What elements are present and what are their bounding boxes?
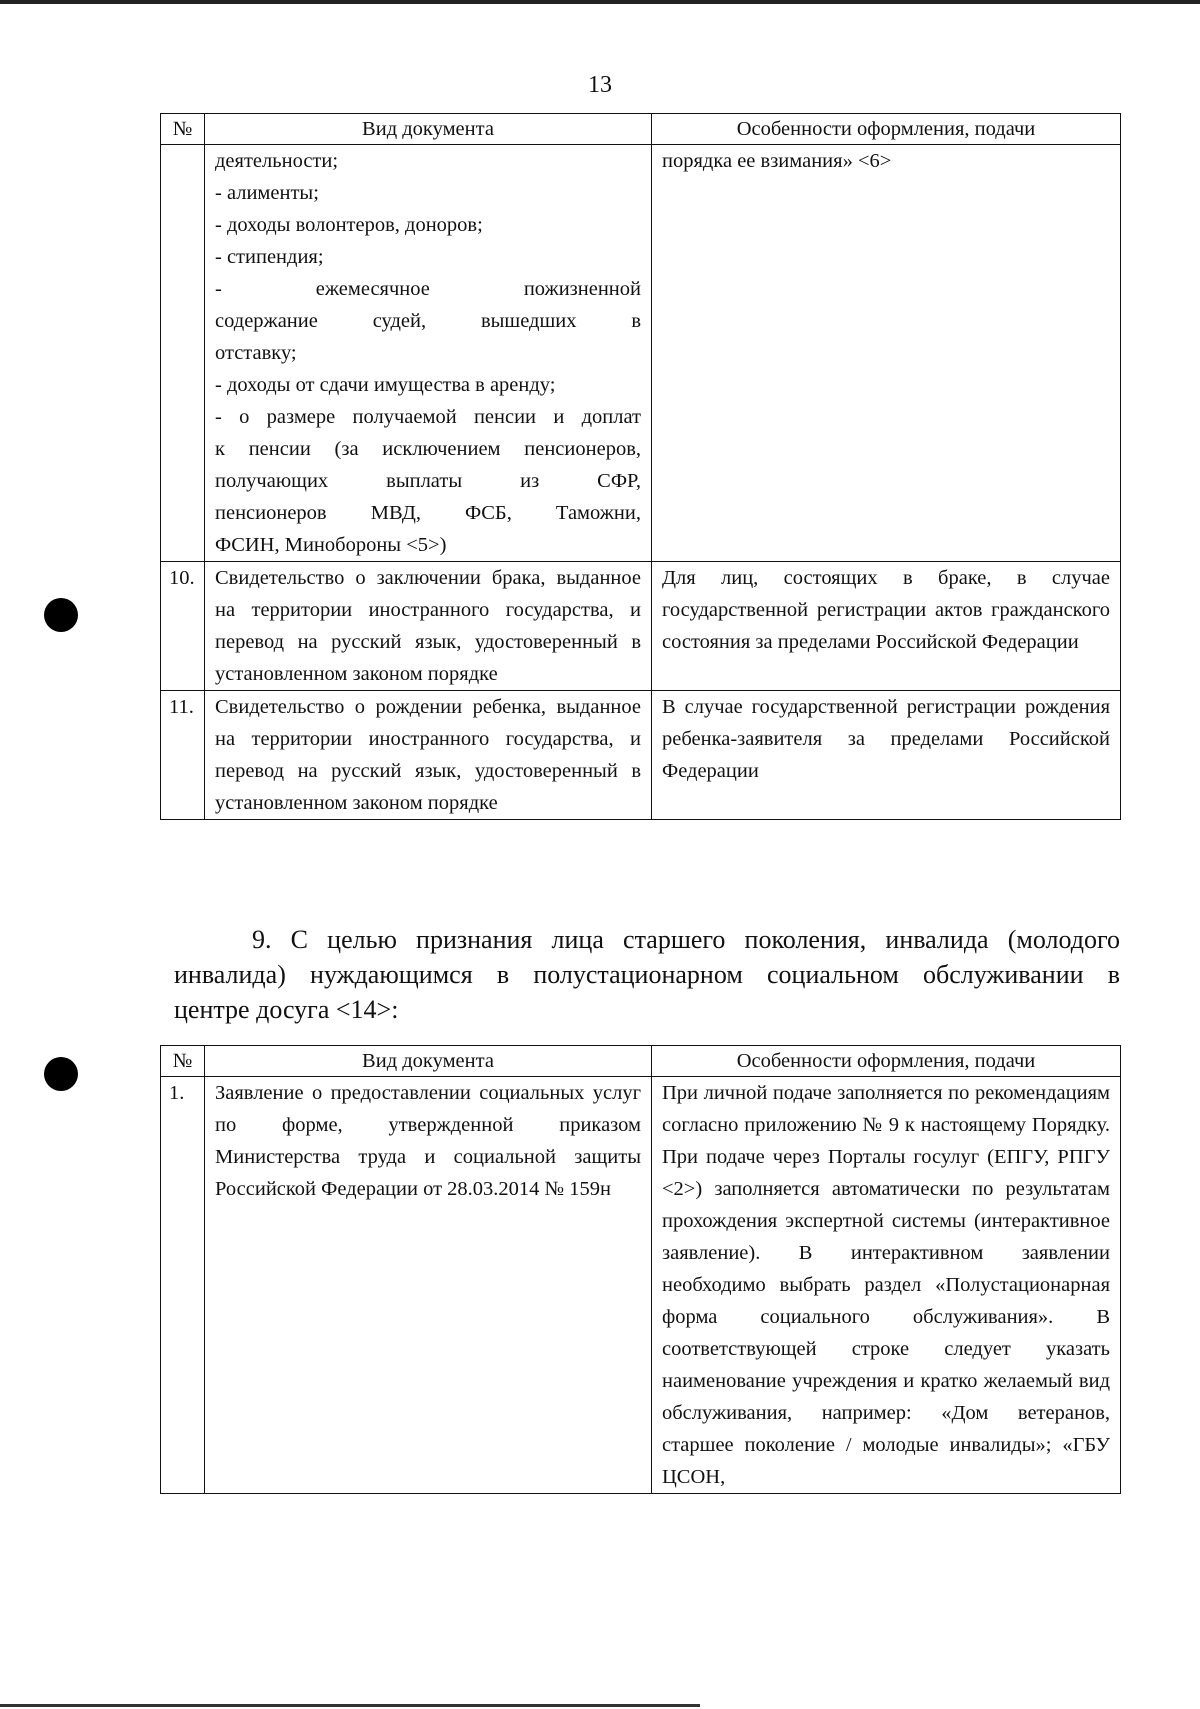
row-number: 1. [161, 1077, 205, 1494]
row-number: 11. [161, 691, 205, 820]
document-line: пенсионеров МВД, ФСБ, Таможни, [215, 502, 641, 524]
paragraph-line: центре досуга <14>: [174, 995, 399, 1024]
paragraph-line: инвалида) нуждающимся в полустационарном социальном обслуживании в [174, 960, 1120, 989]
row-notes: порядка ее взимания» <6> [652, 145, 1121, 562]
documents-table-2 [160, 1045, 1121, 1494]
table-row [161, 562, 1121, 691]
row-document: Свидетельство о рождении ребенка, выданное на территории иностранного государства, и перевод на русский язык, удостоверенный в установленном законом порядке [205, 691, 652, 820]
row-notes: В случае государственной регистрации рождения ребенка-заявителя за пределами Российской Федерации [652, 691, 1121, 820]
punch-hole [44, 1057, 78, 1091]
page-number: 13 [588, 72, 612, 98]
document-line: к пенсии (за исключением пенсионеров, [215, 438, 641, 460]
document-line: - ежемесячное пожизненной [215, 278, 641, 300]
section-paragraph [174, 922, 1120, 1027]
table-row [161, 691, 1121, 820]
column-header-number: № [161, 1046, 205, 1077]
document-line: - алименты; [215, 182, 319, 204]
row-number [161, 145, 205, 562]
table-header-row [161, 114, 1121, 145]
document-line: - доходы от сдачи имущества в аренду; [215, 374, 556, 396]
scan-top-edge [0, 0, 1200, 4]
column-header-document: Вид документа [205, 114, 652, 145]
column-header-notes: Особенности оформления, подачи [652, 1046, 1121, 1077]
row-document [205, 145, 652, 562]
column-header-document: Вид документа [205, 1046, 652, 1077]
punch-hole [44, 598, 78, 632]
document-line: получающих выплаты из СФР, [215, 470, 641, 492]
document-line: содержание судей, вышедших в [215, 310, 641, 332]
document-line: - доходы волонтеров, доноров; [215, 214, 483, 236]
document-line: отставку; [215, 342, 297, 364]
table-row [161, 1077, 1121, 1494]
row-notes: Для лиц, состоящих в браке, в случае государственной регистрации актов гражданского состояния за пределами Российской Федерации [652, 562, 1121, 691]
row-notes: При личной подаче заполняется по рекомендациям согласно приложению № 9 к настоящему Порядку. При подаче через Порталы госулуг (ЕПГУ, РПГУ <2>) заполняется автоматически по результатам прохождения экспертной системы (интерактивное заявление). В интерактивном заявлении необходимо выбрать раздел «Полустационарная форма социального обслуживания». В соответствующей строке следует указать наименование учреждения и кратко желаемый вид обслуживания, например: «Дом ветеранов, старшее поколение / молодые инвалиды»; «ГБУ ЦСОН, [652, 1077, 1121, 1494]
paragraph-line: 9. С целью признания лица старшего поколения, инвалида (молодого [252, 925, 1120, 954]
column-header-number: № [161, 114, 205, 145]
table-header-row [161, 1046, 1121, 1077]
document-line: деятельности; [215, 150, 339, 172]
column-header-notes: Особенности оформления, подачи [652, 114, 1121, 145]
row-number: 10. [161, 562, 205, 691]
row-document: Заявление о предоставлении социальных услуг по форме, утвержденной приказом Министерства труда и социальной защиты Российской Федерации от 28.03.2014 № 159н [205, 1077, 652, 1494]
document-line: - стипендия; [215, 246, 324, 268]
table-row [161, 145, 1121, 562]
document-line: ФСИН, Минобороны <5>) [215, 534, 447, 556]
documents-table-1 [160, 113, 1121, 820]
scan-bottom-edge [0, 1704, 700, 1707]
row-document: Свидетельство о заключении брака, выданное на территории иностранного государства, и перевод на русский язык, удостоверенный в установленном законом порядке [205, 562, 652, 691]
document-line: - о размере получаемой пенсии и доплат [215, 406, 641, 428]
